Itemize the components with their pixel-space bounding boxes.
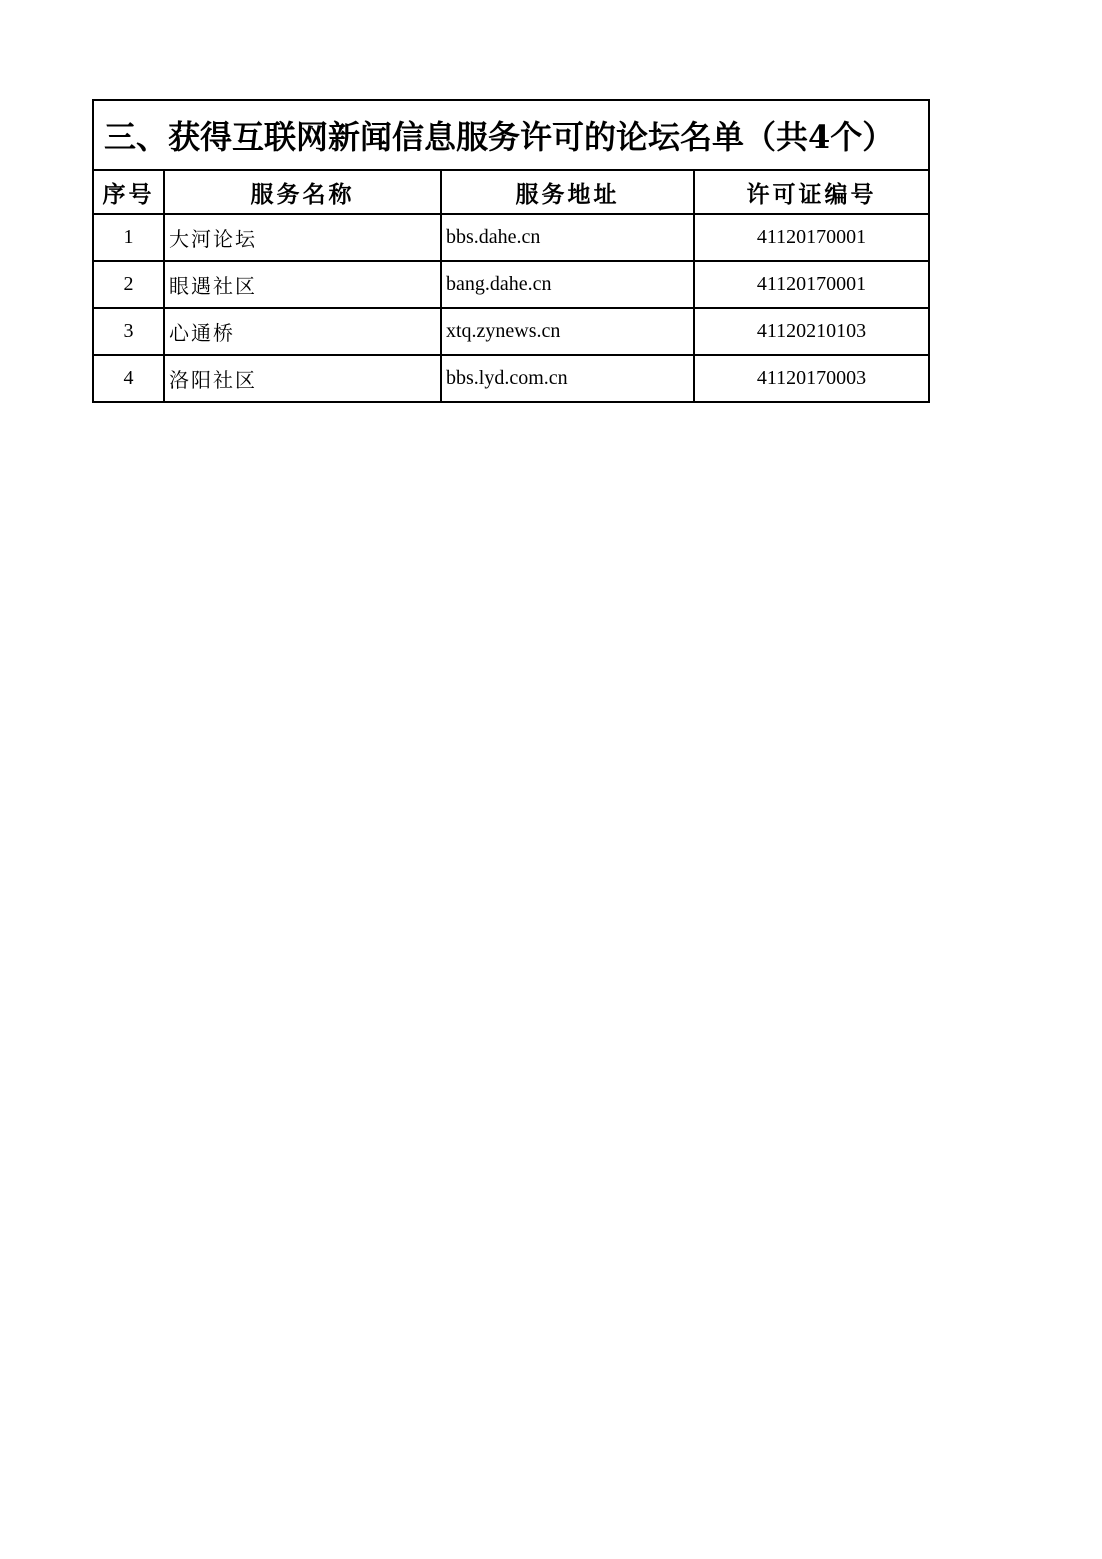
row-license-number: 41120170001: [694, 261, 929, 308]
row-license-number: 41120210103: [694, 308, 929, 355]
row-service-name: 心通桥: [164, 308, 441, 355]
row-license-number: 41120170001: [694, 214, 929, 261]
header-service-address: 服务地址: [441, 170, 694, 214]
header-service-name: 服务名称: [164, 170, 441, 214]
row-license-number: 41120170003: [694, 355, 929, 402]
row-index: 2: [93, 261, 164, 308]
table-row: [93, 214, 929, 261]
row-service-address: bang.dahe.cn: [441, 261, 694, 308]
table-title-row: [93, 100, 929, 170]
table-title: 三、获得互联网新闻信息服务许可的论坛名单（共4个）: [93, 100, 929, 170]
row-index: 1: [93, 214, 164, 261]
row-service-address: bbs.lyd.com.cn: [441, 355, 694, 402]
row-service-name: 眼遇社区: [164, 261, 441, 308]
header-license-number: 许可证编号: [694, 170, 929, 214]
table-row: [93, 308, 929, 355]
row-service-address: xtq.zynews.cn: [441, 308, 694, 355]
row-index: 4: [93, 355, 164, 402]
table-header-row: [93, 170, 929, 214]
table-row: [93, 355, 929, 402]
header-index: 序号: [93, 170, 164, 214]
row-index: 3: [93, 308, 164, 355]
row-service-name: 大河论坛: [164, 214, 441, 261]
forum-list-table: [92, 99, 930, 403]
row-service-address: bbs.dahe.cn: [441, 214, 694, 261]
table-row: [93, 261, 929, 308]
row-service-name: 洛阳社区: [164, 355, 441, 402]
